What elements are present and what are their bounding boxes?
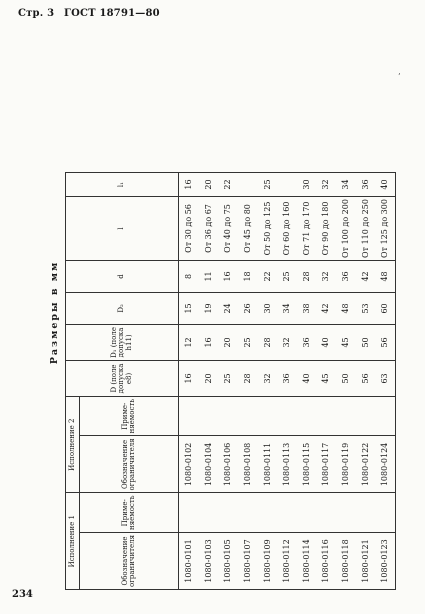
l1-cell: 22 [218,173,238,197]
applicability-2-cell [375,396,395,435]
designation-2-cell: 1080-0124 [375,436,395,493]
D-cell: 56 [355,360,375,396]
header-l1: l₁ [66,173,179,197]
D-cell: 16 [179,360,199,396]
designation-1-cell: 1080-0116 [316,532,336,589]
D-cell: 32 [257,360,277,396]
table-row [179,173,199,590]
designation-2-cell: 1080-0111 [257,436,277,493]
D1-cell: 16 [199,324,219,360]
designation-2-cell: 1080-0119 [336,436,356,493]
l1-cell: 32 [316,173,336,197]
d-cell: 18 [238,260,258,292]
l1-cell: 34 [336,173,356,197]
rotated-table-area [47,35,407,590]
header-D2: D₂ [66,292,179,324]
applicability-2-cell [316,396,336,435]
applicability-1-cell [179,493,199,532]
applicability-2-cell [257,396,277,435]
D2-cell: 48 [336,292,356,324]
D1-cell: 40 [316,324,336,360]
d-cell: 36 [336,260,356,292]
l-cell: От 125 до 300 [375,197,395,261]
page-number: 234 [12,589,33,600]
l-cell: От 110 до 250 [355,197,375,261]
D-cell: 50 [336,360,356,396]
table-row [316,173,336,590]
l-cell: От 45 до 80 [238,197,258,261]
table-row [257,173,277,590]
l1-cell: 20 [199,173,219,197]
designation-2-cell: 1080-0117 [316,436,336,493]
d-cell: 42 [355,260,375,292]
designation-2-cell: 1080-0106 [218,436,238,493]
designation-1-cell: 1080-0105 [218,532,238,589]
page-label: Стр. 3 [18,8,55,19]
table-row [297,173,317,590]
designation-1-cell: 1080-0109 [257,532,277,589]
applicability-2-cell [355,396,375,435]
l-cell: От 36 до 67 [199,197,219,261]
header-D1: D₁ (поле допуска h11) [66,324,179,360]
applicability-1-cell [355,493,375,532]
D-cell: 40 [297,360,317,396]
l1-cell: 25 [257,173,277,197]
D1-cell: 56 [375,324,395,360]
D1-cell: 32 [277,324,297,360]
D2-cell: 24 [218,292,238,324]
standard-number: ГОСТ 18791—80 [63,8,160,19]
D1-cell: 20 [218,324,238,360]
applicability-2-cell [218,396,238,435]
D2-cell: 42 [316,292,336,324]
dimensions-table [65,172,396,590]
page-header [18,8,166,19]
D1-cell: 12 [179,324,199,360]
d-cell: 48 [375,260,395,292]
table-row [375,173,395,590]
designation-2-cell: 1080-0122 [355,436,375,493]
page-mark: ’ [398,72,401,81]
designation-2-cell: 1080-0104 [199,436,219,493]
l1-cell [277,173,297,197]
d-cell: 28 [297,260,317,292]
designation-1-cell: 1080-0121 [355,532,375,589]
l-cell: От 71 до 170 [297,197,317,261]
l1-cell: 40 [375,173,395,197]
table-caption: Размеры в мм [49,260,60,365]
applicability-1-cell [277,493,297,532]
applicability-2-cell [238,396,258,435]
l-cell: От 30 до 56 [179,197,199,261]
d-cell: 11 [199,260,219,292]
designation-2-cell: 1080-0115 [297,436,317,493]
D2-cell: 34 [277,292,297,324]
D2-cell: 38 [297,292,317,324]
D-cell: 45 [316,360,336,396]
D-cell: 20 [199,360,219,396]
D-cell: 25 [218,360,238,396]
applicability-1-cell [238,493,258,532]
header-d: d [66,260,179,292]
l-cell: От 90 до 180 [316,197,336,261]
applicability-2-cell [199,396,219,435]
D1-cell: 45 [336,324,356,360]
l1-cell: 36 [355,173,375,197]
applicability-1-cell [316,493,336,532]
D2-cell: 30 [257,292,277,324]
designation-1-cell: 1080-0112 [277,532,297,589]
D1-cell: 25 [238,324,258,360]
designation-2-cell: 1080-0108 [238,436,258,493]
table-row [199,173,219,590]
d-cell: 16 [218,260,238,292]
D2-cell: 19 [199,292,219,324]
D2-cell: 15 [179,292,199,324]
l1-cell: 30 [297,173,317,197]
l-cell: От 100 до 200 [336,197,356,261]
designation-1-cell: 1080-0101 [179,532,199,589]
applicability-2-cell [297,396,317,435]
D1-cell: 28 [257,324,277,360]
D1-cell: 36 [297,324,317,360]
applicability-2-cell [336,396,356,435]
designation-2-cell: 1080-0113 [277,436,297,493]
d-cell: 22 [257,260,277,292]
header-designation-1: Обозначение ограничителя [80,532,179,589]
designation-1-cell: 1080-0118 [336,532,356,589]
designation-2-cell: 1080-0102 [179,436,199,493]
applicability-1-cell [297,493,317,532]
applicability-1-cell [336,493,356,532]
table-row [238,173,258,590]
header-applicability-1: Применяемость [80,493,179,532]
table-row [355,173,375,590]
designation-1-cell: 1080-0107 [238,532,258,589]
applicability-1-cell [375,493,395,532]
D2-cell: 53 [355,292,375,324]
header-l: l [66,197,179,261]
D-cell: 63 [375,360,395,396]
applicability-2-cell [277,396,297,435]
l-cell: От 40 до 75 [218,197,238,261]
D-cell: 36 [277,360,297,396]
applicability-1-cell [218,493,238,532]
D1-cell: 50 [355,324,375,360]
header-designation-2: Обозначение ограничителя [80,436,179,493]
designation-1-cell: 1080-0103 [199,532,219,589]
table-row [336,173,356,590]
table-row [277,173,297,590]
header-D: D (поле допуска e8) [66,360,179,396]
header-group-1: Исполнение 1 [66,493,80,590]
applicability-1-cell [257,493,277,532]
header-applicability-2: Применяемость [80,396,179,435]
d-cell: 25 [277,260,297,292]
designation-1-cell: 1080-0114 [297,532,317,589]
l1-cell [238,173,258,197]
applicability-1-cell [199,493,219,532]
designation-1-cell: 1080-0123 [375,532,395,589]
d-cell: 8 [179,260,199,292]
D2-cell: 60 [375,292,395,324]
l-cell: От 60 до 160 [277,197,297,261]
l1-cell: 16 [179,173,199,197]
D-cell: 28 [238,360,258,396]
D2-cell: 26 [238,292,258,324]
applicability-2-cell [179,396,199,435]
d-cell: 32 [316,260,336,292]
l-cell: От 50 до 125 [257,197,277,261]
table-row [218,173,238,590]
header-group-2: Исполнение 2 [66,396,80,493]
